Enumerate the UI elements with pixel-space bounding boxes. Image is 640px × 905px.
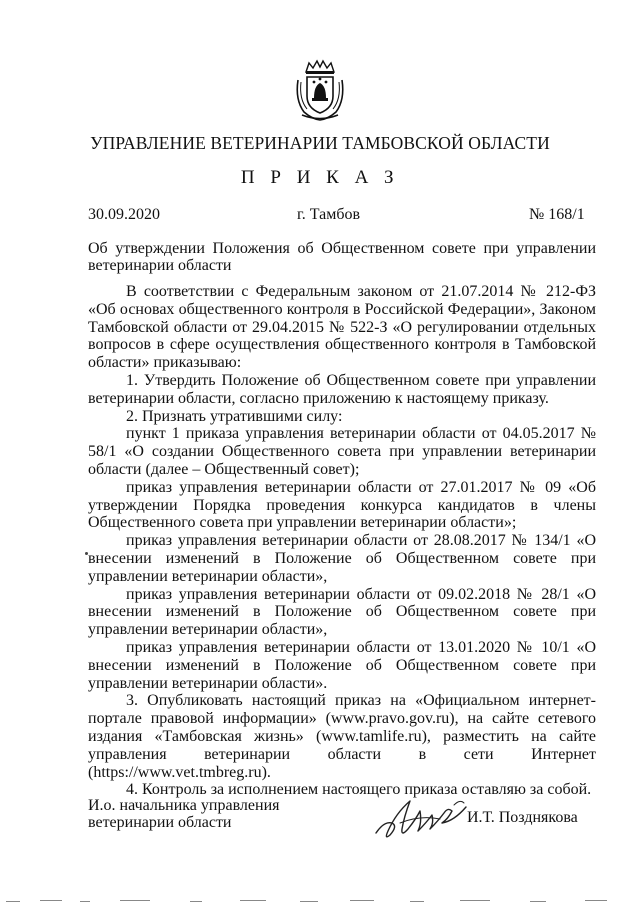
handwritten-signature-icon [370,793,480,843]
order-subject: Об утверждении Положения об Общественном совете при управлении ветеринарии области [88,240,596,274]
order-date: 30.09.2020 [88,206,160,223]
repealed-order-1: пункт 1 приказа управления ветеринарии области от 04.05.2017 № 58/1 «О создании Общественного совета при управлении ветеринарии области (далее – Общественный совет); [88,425,596,478]
item-1-paragraph: 1. Утвердить Положение об Общественном совете при управлении ветеринарии области, согласно приложению к настоящему приказу. [88,371,596,407]
item-2-paragraph: 2. Признать утратившими силу: [126,407,343,425]
signatory-name: И.Т. Позднякова [467,809,578,826]
order-body [88,283,596,799]
scan-bottom-edge [0,898,640,905]
coat-of-arms-icon [292,58,348,122]
preamble-paragraph: В соответствии с Федеральным законом от 21.07.2014 № 212-ФЗ «Об основах общественного контроля в Российской Федерации», Законом Тамбовской области от 29.04.2015 № 522-З «О регулировании отдельных вопросов в сфере осуществления общественного контроля в Тамбовской области» приказываю: [88,283,596,372]
repealed-order-2: приказ управления ветеринарии области от 27.01.2017 № 09 «Об утверждении Порядка проведения конкурса кандидатов в члены Общественного совета при управлении ветеринарии области»; [88,478,596,532]
order-city: г. Тамбов [297,206,361,223]
item-3-paragraph: 3. Опубликовать настоящий приказ на «Официальном интернет-портале правовой информации» (www.pravo.gov.ru), на сайте сетевого издания «Тамбовская жизнь» (www.tamlife.ru), разместить на сайте управления ветеринарии области в сети Интернет (https://www.vet.tmbreg.ru). [88,692,596,781]
item-4-paragraph: 4. Контроль за исполнением настоящего приказа оставляю за собой. [126,781,592,799]
organization-name: УПРАВЛЕНИЕ ВЕТЕРИНАРИИ ТАМБОВСКОЙ ОБЛАСТИ [90,133,550,153]
signatory-title: И.о. начальника управления ветеринарии области [88,797,280,831]
repealed-order-4: приказ управления ветеринарии области от 09.02.2018 № 28/1 «О внесении изменений в Положение об Общественном совете при управлении ветеринарии области», [88,585,596,639]
repealed-order-3: приказ управления ветеринарии области от 28.08.2017 № 134/1 «О внесении изменений в Положение об Общественном совете при управлении ветеринарии области», [88,532,596,585]
order-number: № 168/1 [529,206,585,223]
scan-speck [85,552,88,555]
repealed-order-5: приказ управления ветеринарии области от 13.01.2020 № 10/1 «О внесении изменений в Положение об Общественном совете при управлении ветеринарии области». [88,638,596,692]
document-type-title: П Р И К А З [240,167,400,188]
